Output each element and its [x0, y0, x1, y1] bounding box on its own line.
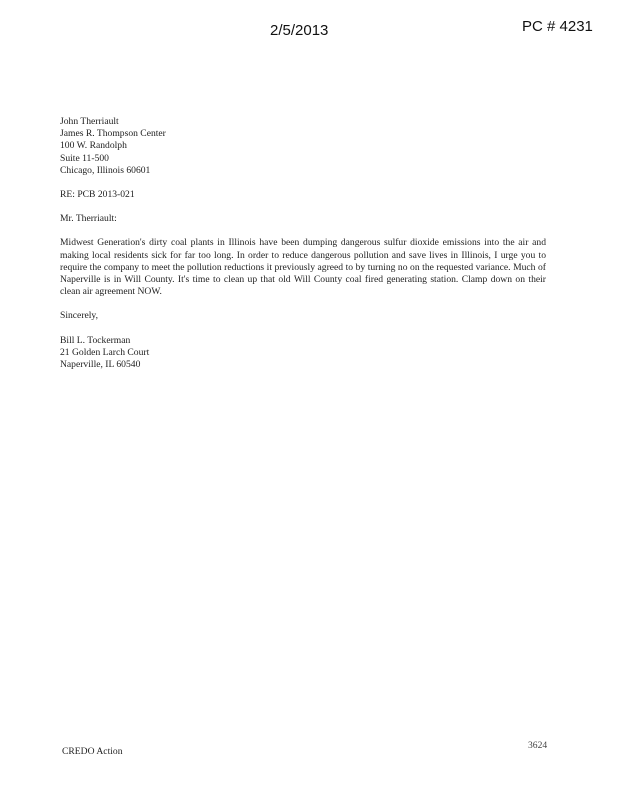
recipient-city: Chicago, Illinois 60601 — [60, 164, 151, 176]
re-line: RE: PCB 2013-021 — [60, 189, 135, 201]
sender-street: 21 Golden Larch Court — [60, 346, 150, 358]
letter-body — [60, 116, 546, 371]
pc-number: PC # 4231 — [522, 18, 593, 35]
sender-name: Bill L. Tockerman — [60, 334, 131, 346]
body-paragraph: Midwest Generation's dirty coal plants in Illinois have been dumping dangerous sulfur dioxide emissions into the air and making local residents sick for far too long. In order to reduce dangerous pollution and save lives in Illinois, I urge you to require the company to meet the pollution reductions it previously agreed to by turning no on the requested variance. Much of Naperville is in Will County. It's time to clean up that old Will County coal fired generating station. Clamp down on their clean air agreement NOW. — [60, 237, 546, 298]
recipient-name: John Therriault — [60, 116, 119, 127]
recipient-suite: Suite 11-500 — [60, 152, 109, 164]
header-date: 2/5/2013 — [270, 22, 329, 39]
sender-address — [60, 335, 546, 372]
salutation: Mr. Therriault: — [60, 213, 117, 225]
recipient-building: James R. Thompson Center — [60, 128, 166, 140]
recipient-address — [60, 116, 546, 177]
recipient-street: 100 W. Randolph — [60, 140, 127, 152]
footer-organization: CREDO Action — [62, 746, 123, 757]
sender-city: Naperville, IL 60540 — [60, 359, 141, 371]
footer-page-code: 3624 — [528, 740, 548, 751]
closing: Sincerely, — [60, 310, 99, 322]
